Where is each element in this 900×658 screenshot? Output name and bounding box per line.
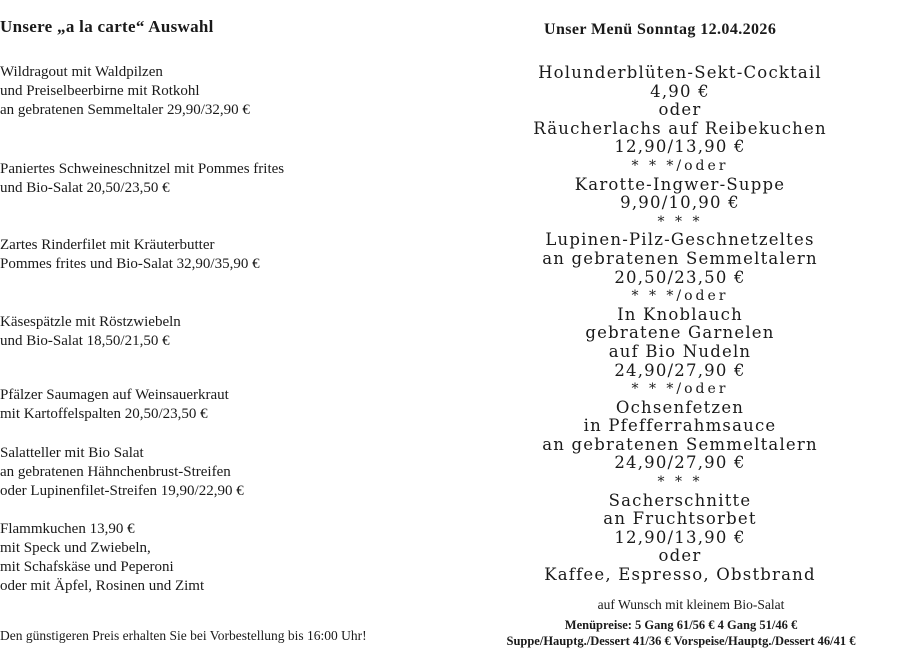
menu-line: Ochsenfetzen: [615, 397, 745, 417]
menu-title: Unser Menü Sonntag 12.04.2026: [544, 21, 777, 38]
dish-line: Salatteller mit Bio Salat: [0, 445, 144, 461]
menu-line: Kaffee, Espresso, Obstbrand: [544, 565, 816, 585]
dish-line: Käsespätzle mit Röstzwiebeln: [0, 314, 181, 330]
dish-saumagen: [0, 386, 420, 424]
dish-rinderfilet: [0, 236, 420, 274]
bio-salad-note: auf Wunsch mit kleinem Bio-Salat: [597, 597, 785, 612]
menu-line: 12,90/13,90 €: [614, 137, 746, 157]
dish-salatteller: [0, 444, 420, 501]
dish-flammkuchen: [0, 520, 420, 596]
a-la-carte-title: Unsere „a la carte“ Auswahl: [0, 17, 214, 36]
menu-line: * * *: [657, 213, 703, 230]
dish-line: mit Speck und Zwiebeln,: [0, 540, 151, 556]
dish-line: Pfälzer Saumagen auf Weinsauerkraut: [0, 387, 229, 403]
menu-line: an gebratenen Semmeltalern: [542, 434, 818, 454]
menu-line: * * */oder: [631, 381, 729, 398]
menu-line: Karotte-Ingwer-Suppe: [574, 174, 786, 194]
menu-line: Holunderblüten-Sekt-Cocktail: [538, 63, 822, 82]
menu-line: auf Bio Nudeln: [608, 341, 752, 361]
menu-line: oder: [658, 546, 702, 566]
menu-prices: [462, 617, 900, 649]
menu-price-line: Suppe/Hauptg./Dessert 41/36 € Vorspeise/Hauptg./Dessert 46/41 €: [506, 634, 856, 648]
menu-line: Lupinen-Pilz-Geschnetzeltes: [545, 230, 815, 250]
preorder-note: Den günstigeren Preis erhalten Sie bei Vorbestellung bis 16:00 Uhr!: [0, 628, 367, 643]
dish-line: Flammkuchen 13,90 €: [0, 521, 135, 537]
menu-line: * * */oder: [631, 157, 729, 174]
menu-price-line: Menüpreise: 5 Gang 61/56 € 4 Gang 51/46 €: [564, 618, 798, 632]
dish-line: Wildragout mit Waldpilzen: [0, 64, 163, 80]
dish-line: mit Kartoffelspalten 20,50/23,50 €: [0, 406, 208, 422]
menu-line: 24,90/27,90 €: [614, 360, 746, 380]
sunday-menu: [500, 64, 860, 585]
dish-line: und Bio-Salat 18,50/21,50 €: [0, 333, 170, 349]
dish-line: an gebratenen Hähnchenbrust-Streifen: [0, 464, 231, 480]
dish-line: Paniertes Schweineschnitzel mit Pommes frites: [0, 161, 285, 177]
menu-line: 9,90/10,90 €: [620, 193, 740, 213]
menu-line: * * */oder: [631, 288, 729, 305]
dish-line: oder mit Äpfel, Rosinen und Zimt: [0, 578, 205, 594]
dish-kaesespaetzle: [0, 313, 420, 351]
menu-line: oder: [658, 100, 702, 120]
menu-line: gebratene Garnelen: [585, 323, 775, 343]
dish-line: an gebratenen Semmeltaler 29,90/32,90 €: [0, 102, 250, 118]
menu-line: * * *: [657, 474, 703, 491]
menu-line: 12,90/13,90 €: [614, 527, 746, 547]
dish-line: Zartes Rinderfilet mit Kräuterbutter: [0, 237, 215, 253]
dish-line: Pommes frites und Bio-Salat 32,90/35,90 €: [0, 256, 260, 272]
dish-line: und Preiselbeerbirne mit Rotkohl: [0, 83, 200, 99]
menu-line: 24,90/27,90 €: [614, 453, 746, 473]
menu-line: Räucherlachs auf Reibekuchen: [533, 118, 827, 138]
menu-line: in Pfefferrahmsauce: [583, 416, 777, 436]
dish-line: oder Lupinenfilet-Streifen 19,90/22,90 €: [0, 483, 244, 499]
menu-line: 4,90 €: [650, 81, 710, 101]
dish-line: mit Schafskäse und Peperoni: [0, 559, 174, 575]
menu-line: an Fruchtsorbet: [603, 509, 757, 529]
menu-line: 20,50/23,50 €: [614, 267, 746, 287]
dish-wildragout: [0, 63, 420, 120]
dish-line: und Bio-Salat 20,50/23,50 €: [0, 180, 170, 196]
dish-schweineschnitzel: [0, 160, 420, 198]
menu-line: an gebratenen Semmeltalern: [542, 248, 818, 268]
menu-line: In Knoblauch: [617, 304, 743, 324]
menu-line: Sacherschnitte: [608, 490, 752, 510]
